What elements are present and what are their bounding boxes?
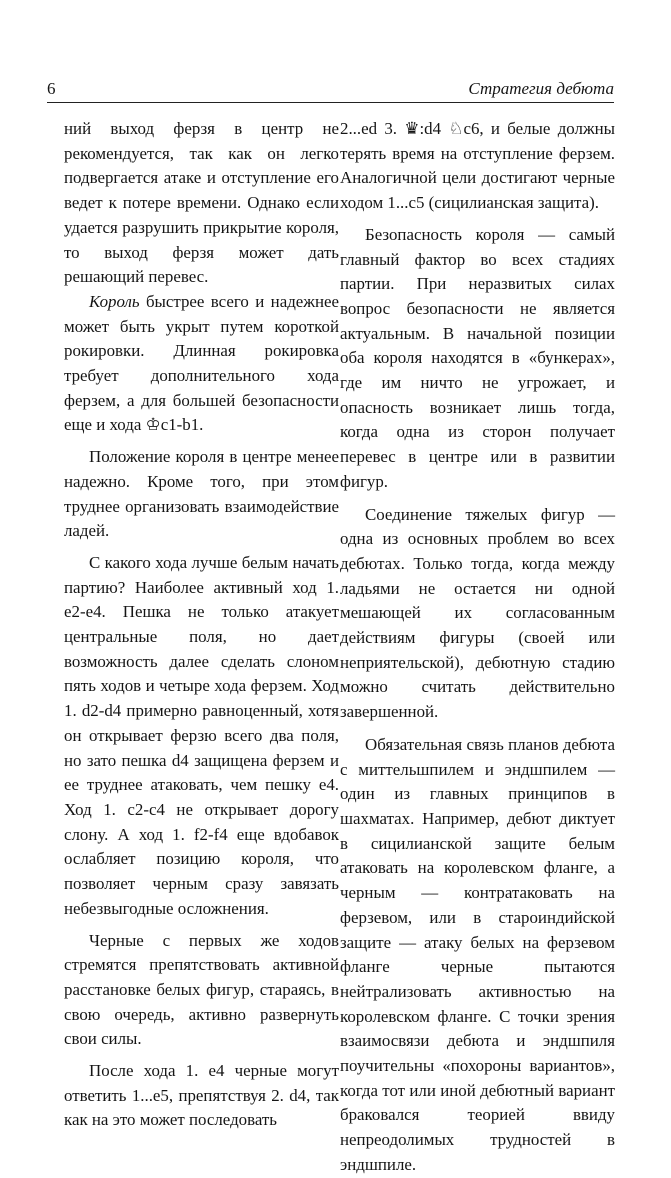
running-title: Стратегия дебюта xyxy=(468,79,614,98)
paragraph-continuation: 2...ed 3. ♛:d4 ♘c6, и белые должны терять время на отступление ферзем. Аналогичной цели достигают черные ходом 1...c5 (сицилианская защита). xyxy=(340,119,615,213)
right-column xyxy=(340,117,615,1178)
left-column xyxy=(64,117,339,1133)
paragraph-heavy-pieces: Соединение тяжелых фигур — одна из основных проблем во всех дебютах. Только тогда, когда между ладьями не остается ни одной мешающей их согласованным действиям фигуры (своей или неприятельской), дебютную стадию можно считать действительно завершенной. xyxy=(340,504,615,722)
page-number: 6 xyxy=(47,79,56,98)
paragraph-plans-link: Обязательная связь планов дебюта с миттельшпилем и эндшпилем — один из главных принципов в шахматах. Например, дебют диктует в сицилианской защите белым атаковать на королевском фланге, а черным — контратаковать на ферзевом, или в староиндийской защите — атаку белых на ферзевом фланге черные пытаются нейтрализовать активностью на королевском фланге. С точки зрения взаимосвязи дебюта и эндшпиля поучительны «похороны вариантов», когда тот или иной дебютный вариант браковался теорией ввиду непреодолимых трудностей в эндшпиле. xyxy=(340,734,615,1174)
paragraph-king-castling-text: быстрее всего и надежнее может быть укрыт путем короткой рокировки. Длинная рокировка требует дополнительного хода ферзем, а для большей безопасности еще и хода ♔c1-b1. xyxy=(64,291,339,435)
paragraph-queen-exit: ний выход ферзя в центр не рекомендуется, так как он легко подвергается атаке и отступление его ведет к потере времени. Однако если удается разрушить прикрытие короля, то выход ферзя может дать решающий перевес. xyxy=(64,119,339,287)
paragraph-after-e4: После хода 1. e4 черные могут ответить 1...e5, препятствуя 2. d4, так как на это может последовать xyxy=(64,1061,339,1130)
page-header xyxy=(47,78,614,103)
paragraph-king-safety: Безопасность короля — самый главный фактор во всех стадиях партии. При неразвитых силах вопрос безопасности не является актуальным. В начальной позиции оба короля находятся в «бункерах», где им ничто не угрожает, и опасность возникает лишь тогда, когда одна из сторон получает перевес в центре или в развитии фигур. xyxy=(340,224,615,491)
paragraph-first-move: С какого хода лучше белым начать партию? Наиболее активный ход 1. e2-e4. Пешка не только атакует центральные поля, но дает возможность далее сделать слоном пять ходов и четыре хода ферзем. Ход 1. d2-d4 примерно равноценный, хотя он открывает ферзю всего два поля, но зато пешка d4 защищена ферзем и ее труднее атаковать, чем пешку e4. Ход 1. c2-c4 не открывает дорогу слону. А ход 1. f2-f4 еще вдобавок ослабляет позицию короля, что позволяет черным сразу завязать небезвыгодные осложнения. xyxy=(64,552,339,918)
paragraph-king-center: Положение короля в центре менее надежно. Кроме того, при этом труднее организовать взаимодействие ладей. xyxy=(64,447,339,541)
paragraph-black-response: Черные с первых же ходов стремятся препятствовать активной расстановке белых фигур, стараясь, в свою очередь, активно развернуть свои силы. xyxy=(64,930,339,1049)
paragraph-king-castling xyxy=(64,290,339,438)
paragraph-lead-word: Король xyxy=(89,291,140,311)
